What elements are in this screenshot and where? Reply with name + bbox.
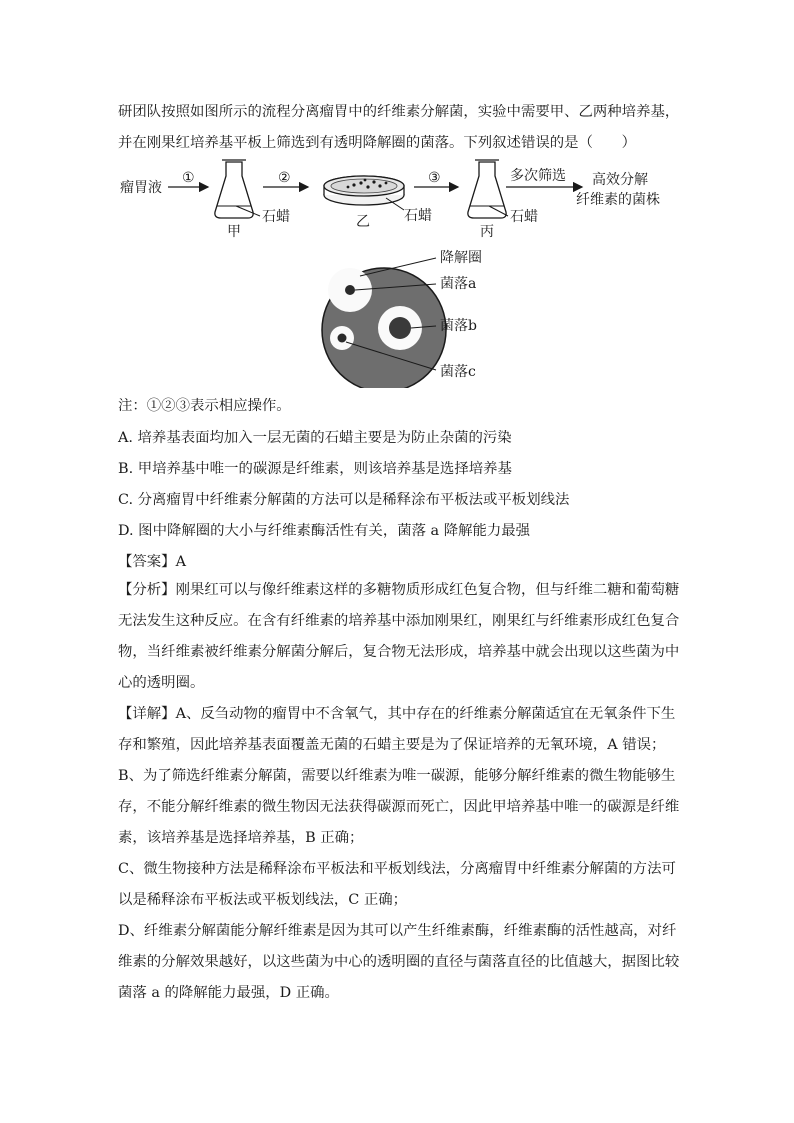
- analysis-section: [118, 575, 680, 699]
- stem-line: 并在刚果红培养基平板上筛选到有透明降解圈的菌落。下列叙述错误的是（ ）: [118, 135, 637, 151]
- stem-line: 研团队按照如图所示的流程分离瘤胃中的纤维素分解菌，实验中需要甲、乙两种培养基，: [118, 104, 680, 120]
- step3-label: ③: [428, 170, 441, 186]
- petri-dish-yi: [324, 176, 404, 210]
- analysis-line: 心的透明圈。: [118, 675, 205, 691]
- figure-note: 注：①②③表示相应操作。: [118, 398, 291, 414]
- option-a: A. 培养基表面均加入一层无菌的石蜡主要是为防止杂菌的污染: [118, 430, 512, 446]
- detail-line: 以是稀释涂布平板法或平板划线法，C 正确；: [118, 892, 408, 908]
- detail-line: B、为了筛选纤维素分解菌，需要以纤维素为唯一碳源，能够分解纤维素的微生物能够生: [118, 768, 676, 784]
- detail-label: 【详解】: [118, 706, 176, 722]
- rumen-fluid-label: 瘤胃液: [120, 180, 162, 196]
- congo-red-plate: [322, 268, 446, 388]
- option-c: C. 分离瘤胃中纤维素分解菌的方法可以是稀释涂布平板法或平板划线法: [118, 492, 570, 508]
- colony-a: [345, 285, 355, 295]
- wax-label-1: 石蜡: [262, 209, 290, 225]
- answer-label: 【答案】: [118, 554, 176, 570]
- analysis-line: 无法发生这种反应。在含有纤维素的培养基中添加刚果红，刚果红与纤维素形成红色复合: [118, 613, 680, 629]
- colony-c-label: 菌落c: [440, 364, 476, 380]
- step1-label: ①: [182, 170, 195, 186]
- result-line1: 高效分解: [592, 172, 648, 188]
- answer-line: [118, 550, 186, 571]
- flask-bing-label: 丙: [480, 224, 494, 240]
- option-b: B. 甲培养基中唯一的碳源是纤维素，则该培养基是选择培养基: [118, 461, 512, 477]
- step2-label: ②: [278, 170, 291, 186]
- halo-label: 降解圈: [440, 250, 482, 266]
- analysis-label: 【分析】: [118, 582, 176, 598]
- detail-line: 【详解】A、反刍动物的瘤胃中不含氧气，其中存在的纤维素分解菌适宜在无氧条件下生: [118, 706, 676, 722]
- detail-line: D、纤维素分解菌能分解纤维素是因为其可以产生纤维素酶，纤维素酶的活性越高，对纤: [118, 923, 677, 939]
- wax-label-2: 石蜡: [404, 208, 432, 224]
- flask-jia: [215, 160, 260, 218]
- option-d: D. 图中降解圈的大小与纤维素酶活性有关，菌落 a 降解能力最强: [118, 523, 531, 539]
- detail-line: C、微生物接种方法是稀释涂布平板法和平板划线法，分离瘤胃中纤维素分解菌的方法可: [118, 861, 676, 877]
- analysis-line: 物，当纤维素被纤维素分解菌分解后，复合物无法形成，培养基中就会出现以这些菌为中: [118, 644, 680, 660]
- experiment-figure: [118, 158, 678, 388]
- detail-line: 素，该培养基是选择培养基，B 正确；: [118, 830, 364, 846]
- detail-line: 存，不能分解纤维素的微生物因无法获得碳源而死亡，因此甲培养基中唯一的碳源是纤维: [118, 799, 680, 815]
- detail-line: 存和繁殖，因此培养基表面覆盖无菌的石蜡主要是为了保证培养的无氧环境，A 错误；: [118, 737, 666, 753]
- dish-yi-label: 乙: [356, 214, 370, 230]
- colony-c: [338, 334, 347, 343]
- screening-label: 多次筛选: [510, 168, 566, 184]
- question-stem: [118, 97, 680, 159]
- analysis-line: 【分析】刚果红可以与像纤维素这样的多糖物质形成红色复合物，但与纤维二糖和葡萄糖: [118, 582, 680, 598]
- colony-b: [389, 317, 411, 339]
- flask-bing: [468, 160, 508, 218]
- colony-b-label: 菌落b: [440, 318, 477, 334]
- detail-section: [118, 699, 680, 1009]
- detail-line: 维素的分解效果越好，以这些菌为中心的透明圈的直径与菌落直径的比值越大，据图比较: [118, 954, 680, 970]
- colony-a-label: 菌落a: [440, 276, 477, 292]
- answer-value: A: [175, 554, 186, 570]
- flask-jia-label: 甲: [227, 224, 241, 240]
- wax-label-3: 石蜡: [510, 209, 538, 225]
- detail-line: 菌落 a 的降解能力最强，D 正确。: [118, 985, 339, 1001]
- result-line2: 纤维素的菌株: [576, 192, 660, 208]
